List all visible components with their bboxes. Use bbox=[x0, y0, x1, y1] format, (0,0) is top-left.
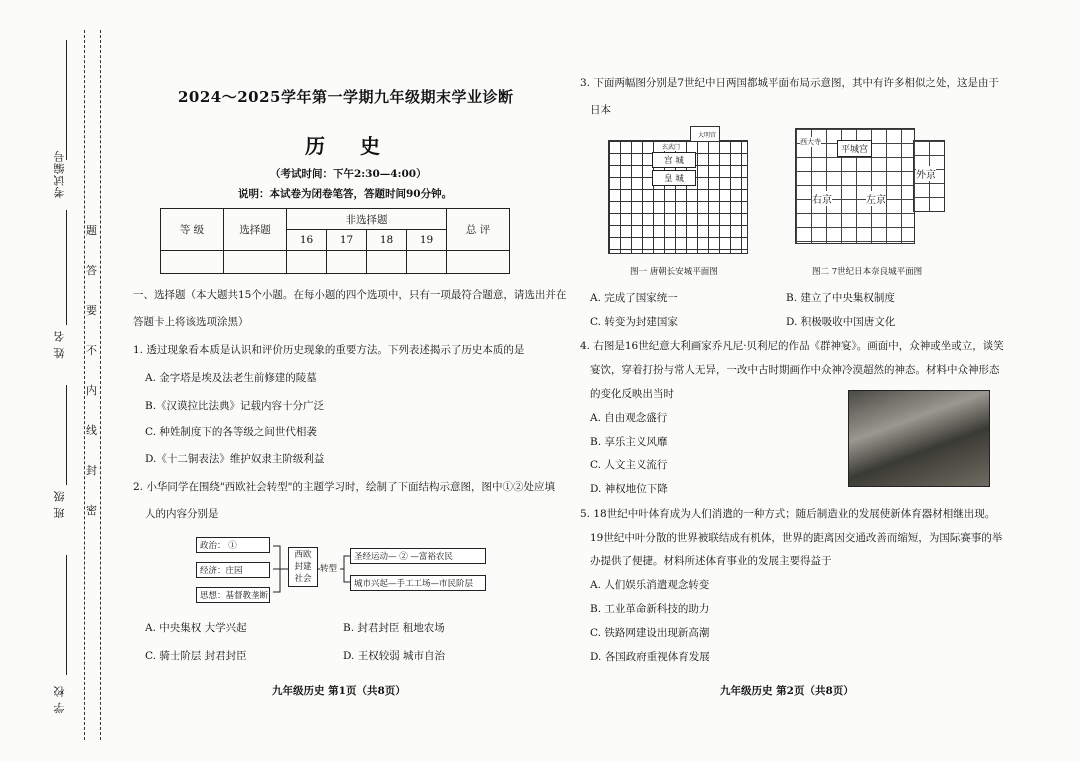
nara-ukyo-label: 右京 bbox=[812, 191, 832, 206]
seal-char: 封 bbox=[86, 464, 97, 477]
score-cell[interactable] bbox=[224, 251, 287, 274]
seal-char: 要 bbox=[86, 304, 97, 317]
footer-left: 九年级历史 第1页（共8页） bbox=[272, 685, 406, 697]
q5-option-b[interactable]: B. 工业革命新科技的助力 bbox=[590, 603, 710, 615]
q4-stem-line3: 的变化反映出当时 bbox=[590, 388, 674, 400]
seal-char: 不 bbox=[86, 344, 97, 357]
q1-option-c[interactable]: C. 种姓制度下的各等级之间世代相袭 bbox=[145, 426, 317, 438]
diagram-economy-box: 经济：庄园 bbox=[196, 562, 270, 578]
q2-option-d[interactable]: D. 王权较弱 城市自治 bbox=[343, 650, 446, 662]
score-cell[interactable] bbox=[447, 251, 510, 274]
score-table bbox=[160, 208, 510, 274]
score-col: 18 bbox=[367, 230, 407, 251]
q3-option-b[interactable]: B. 建立了中央集权制度 bbox=[786, 292, 895, 304]
score-cell[interactable] bbox=[327, 251, 367, 274]
changan-palace-city: 宫 城 bbox=[652, 152, 696, 168]
section-heading: 一、选择题（本大题共15个小题。在每小题的四个选项中，只有一项最符合题意，请选出并在 bbox=[133, 289, 567, 301]
changan-xuanwu-label: 玄武门 bbox=[662, 144, 681, 151]
q4-option-a[interactable]: A. 自由观念盛行 bbox=[590, 412, 668, 424]
score-level-label: 等 级 bbox=[161, 209, 224, 251]
score-cell[interactable] bbox=[287, 251, 327, 274]
q2-option-a[interactable]: A. 中央集权 大学兴起 bbox=[145, 622, 247, 634]
score-nonchoice-label: 非选择题 bbox=[287, 209, 447, 230]
painting-feast-of-gods bbox=[848, 390, 990, 487]
score-col: 19 bbox=[407, 230, 447, 251]
diagram-right-bottom: 城市兴起—手工工场—市民阶层 bbox=[350, 575, 486, 591]
q5-option-c[interactable]: C. 铁路网建设出现新高潮 bbox=[590, 627, 710, 639]
q1-option-a[interactable]: A. 金字塔是埃及法老生前修建的陵墓 bbox=[145, 372, 317, 384]
q5-option-a[interactable]: A. 人们娱乐消遣观念转变 bbox=[590, 579, 710, 591]
q4-option-b[interactable]: B. 享乐主义风靡 bbox=[590, 436, 668, 448]
score-col: 17 bbox=[327, 230, 367, 251]
section-heading-cont: 答题卡上将该选项涂黑） bbox=[133, 316, 249, 328]
exam-note: 说明：本试卷为闭卷笔答，答题时间90分钟。 bbox=[238, 188, 453, 200]
q2-option-b[interactable]: B. 封君封臣 租地农场 bbox=[343, 622, 445, 634]
nara-palace-label: 平城宫 bbox=[837, 140, 872, 157]
exam-number-line bbox=[66, 40, 67, 160]
seal-char: 线 bbox=[86, 424, 97, 437]
score-total-label: 总 评 bbox=[447, 209, 510, 251]
school-line bbox=[66, 555, 67, 675]
q3-option-d[interactable]: D. 积极吸收中国唐文化 bbox=[786, 316, 896, 328]
q5-stem-line2: 19世纪中叶分散的世界被联结成有机体，世界的距离因交通改善而缩短，为国际赛事的举 bbox=[590, 532, 1003, 544]
score-cell[interactable] bbox=[367, 251, 407, 274]
name-label: 姓 名 bbox=[53, 330, 66, 359]
q3-option-a[interactable]: A. 完成了国家统一 bbox=[590, 292, 678, 304]
score-cell[interactable] bbox=[407, 251, 447, 274]
q4-option-c[interactable]: C. 人文主义流行 bbox=[590, 459, 668, 471]
q2-stem: 2. 小华同学在围绕"西欧社会转型"的主题学习时，绘制了下面结构示意图，图中①②处应填 bbox=[133, 481, 556, 493]
q5-option-d[interactable]: D. 各国政府重视体育发展 bbox=[590, 651, 710, 663]
seal-char: 题 bbox=[86, 224, 97, 237]
seal-char: 内 bbox=[86, 384, 97, 397]
q2-stem-cont: 人的内容分别是 bbox=[145, 508, 219, 520]
diagram-thought-box: 思想：基督教垄断 bbox=[196, 587, 270, 603]
q5-stem-line1: 5. 18世纪中叶体育成为人们消遣的一种方式；随后制造业的发展使新体育器材相继出现。 bbox=[580, 508, 996, 520]
fig2-caption: 图二 7世纪日本奈良城平面图 bbox=[812, 267, 923, 277]
seal-char: 答 bbox=[86, 264, 97, 277]
diagram-arrow-label: 转型 bbox=[320, 564, 338, 574]
class-label: 班 级 bbox=[53, 490, 66, 519]
q3-option-c[interactable]: C. 转变为封建国家 bbox=[590, 316, 678, 328]
diagram-politics-box: 政治： ① bbox=[196, 537, 270, 553]
diagram-right-top: 圣经运动— ② —富裕农民 bbox=[350, 548, 486, 564]
seal-line-outer bbox=[84, 30, 85, 740]
class-line bbox=[66, 385, 67, 485]
q3-stem-cont: 日本 bbox=[590, 104, 611, 116]
q1-option-b[interactable]: B.《汉谟拉比法典》记载内容十分广泛 bbox=[145, 400, 325, 412]
seal-char: 密 bbox=[86, 504, 97, 517]
q3-stem: 3. 下面两幅图分别是7世纪中日两国都城平面布局示意图，其中有许多相似之处，这是由于 bbox=[580, 77, 1000, 89]
q5-stem-line3: 办提供了便捷。材料所述体育事业的发展主要得益于 bbox=[590, 555, 832, 567]
q1-stem: 1. 透过现象看本质是认识和评价历史现象的重要方法。下列表述揭示了历史本质的是 bbox=[133, 344, 525, 356]
score-cell[interactable] bbox=[161, 251, 224, 274]
subject-title: 历 史 bbox=[305, 134, 394, 158]
nara-sakyo-label: 左京 bbox=[866, 191, 886, 206]
q1-option-d[interactable]: D.《十二铜表法》维护奴隶主阶级利益 bbox=[145, 453, 325, 465]
changan-daming-label: 大明宫 bbox=[698, 132, 717, 139]
footer-right: 九年级历史 第2页（共8页） bbox=[720, 685, 854, 697]
fig1-caption: 图一 唐朝长安城平面图 bbox=[630, 267, 718, 277]
score-choice-label: 选择题 bbox=[224, 209, 287, 251]
nara-gekyo-label: 外京 bbox=[916, 166, 936, 181]
seal-line-inner bbox=[100, 30, 101, 740]
q4-stem-line2: 宴饮，穿着打扮与常人无异，一改中古时期画作中众神冷漠超然的神态。材料中众神形态 bbox=[590, 364, 1000, 376]
q4-stem-line1: 4. 右图是16世纪意大利画家乔凡尼·贝利尼的作品《群神宴》。画面中，众神或坐或立，谈笑 bbox=[580, 340, 1004, 352]
nara-saidaiji-label: 西大寺 bbox=[800, 138, 821, 146]
name-line bbox=[66, 210, 67, 325]
changan-imperial-city: 皇 城 bbox=[652, 170, 696, 186]
diagram-center-box: 西欧封建社会 bbox=[288, 547, 318, 587]
exam-number-label: 考试编号 bbox=[53, 150, 66, 198]
exam-title: 2024～2025学年第一学期九年级期末学业诊断 bbox=[178, 88, 514, 106]
q2-option-c[interactable]: C. 骑士阶层 封君封臣 bbox=[145, 650, 247, 662]
q4-option-d[interactable]: D. 神权地位下降 bbox=[590, 483, 668, 495]
school-label: 学 校 bbox=[53, 685, 66, 714]
exam-time: （考试时间：下午2:30—4:00） bbox=[270, 168, 427, 180]
score-col: 16 bbox=[287, 230, 327, 251]
